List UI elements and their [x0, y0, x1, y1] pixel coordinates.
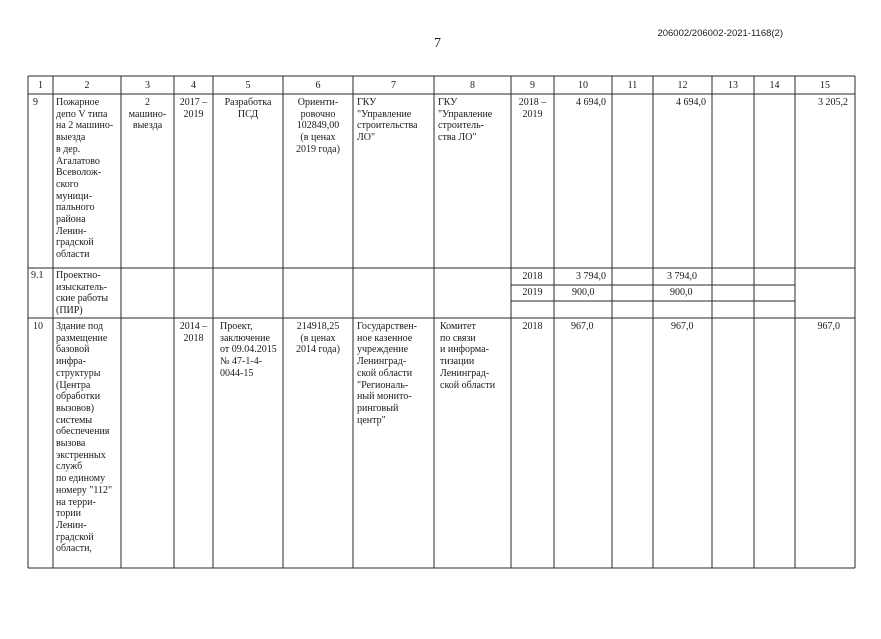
total-value: 4 694,0 — [576, 97, 606, 108]
period: 2014 – 2018 — [179, 321, 208, 344]
column-number: 14 — [769, 80, 780, 91]
page-number: 7 — [434, 36, 441, 51]
customer: ГКУ "Управление строительства ЛО" — [357, 97, 418, 144]
document-id: 206002/206002-2021-1168(2) — [657, 28, 783, 39]
column-number: 4 — [191, 80, 196, 91]
col15-value: 967,0 — [817, 321, 840, 332]
years: 2018 — [522, 321, 543, 332]
column-number: 5 — [245, 80, 251, 91]
capacity: 2 машино- выезда — [128, 97, 167, 132]
column-number: 3 — [145, 80, 150, 91]
object-name: Здание под размещение базовой инфра- структуры (Центра обработки вызовов) системы обеспечения вызова экстренных служб по единому номеру "112" на терри- тории Ленин- градской области, — [56, 321, 113, 555]
total-value: 967,0 — [571, 321, 594, 332]
customer: Государствен- ное казенное учреждение Ленинград- ской области "Региональ- ный монито- ринговый центр" — [357, 321, 417, 426]
years: 2018 – 2019 — [518, 97, 547, 120]
developer: Комитет по связи и информа- тизации Ленинград- ской области — [440, 321, 496, 391]
column-number: 10 — [578, 80, 588, 91]
developer: ГКУ "Управление строитель- ства ЛО" — [438, 97, 493, 144]
column-number: 9 — [530, 80, 535, 91]
years: 2018 — [522, 271, 543, 282]
column-number: 12 — [677, 80, 688, 91]
stage: Проект, заключение от 09.04.2015 № 47-1-4- 0044-15 — [220, 321, 277, 379]
col12-value: 3 794,0 — [667, 271, 697, 282]
column-number: 6 — [315, 80, 321, 91]
total-value: 3 794,0 — [576, 271, 606, 282]
column-number: 8 — [470, 80, 475, 91]
stage: Разработка ПСД — [224, 97, 272, 120]
column-number: 2 — [84, 80, 90, 91]
cost: 214918,25 (в ценах 2014 года) — [296, 321, 340, 356]
row-number: 9 — [33, 97, 38, 108]
col12-value: 4 694,0 — [676, 97, 706, 108]
period: 2017 – 2019 — [179, 97, 208, 120]
column-number: 11 — [627, 80, 638, 91]
object-name: Пожарное депо V типа на 2 машино- выезда в дер. Агалатово Всеволож- ского муници- пального района Ленин- градской области — [56, 97, 114, 261]
column-number: 15 — [820, 80, 830, 91]
row-number: 9.1 — [31, 270, 44, 281]
column-number: 7 — [391, 80, 396, 91]
column-number: 1 — [38, 80, 43, 91]
row-number: 10 — [33, 321, 43, 332]
object-name: Проектно- изыскатель- ские работы (ПИР) — [56, 270, 109, 317]
column-number: 13 — [728, 80, 738, 91]
col12-value: 900,0 — [670, 287, 693, 298]
col15-value: 3 205,2 — [818, 97, 848, 108]
col12-value: 967,0 — [671, 321, 694, 332]
total-value: 900,0 — [572, 287, 595, 298]
years: 2019 — [522, 287, 543, 298]
cost: Ориенти- ровочно 102849,00 (в ценах 2019 года) — [296, 97, 340, 155]
